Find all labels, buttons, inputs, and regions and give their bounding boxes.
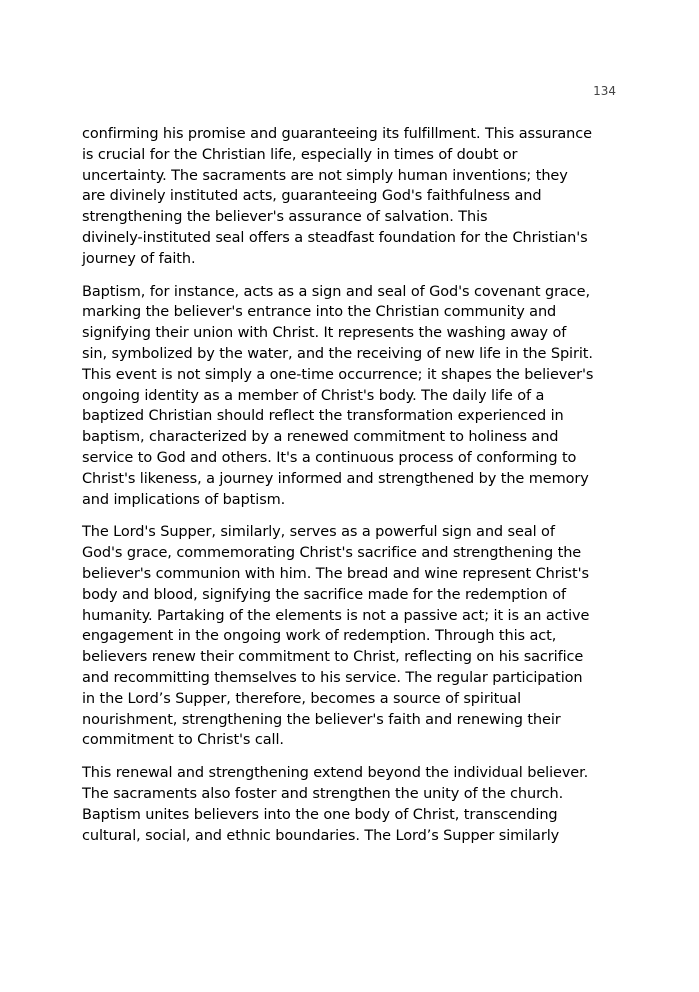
text-line: believers renew their commitment to Christ, reflecting on his sacrifice (82, 649, 584, 666)
text-line: service to God and others. It's a continuous process of conforming to (82, 449, 577, 466)
text-line: are divinely instituted acts, guaranteeing God's faithfulness and (82, 188, 542, 205)
text-line: Christ's likeness, a journey informed and strengthened by the memory (82, 470, 589, 487)
text-line: Baptism, for instance, acts as a sign and seal of God's covenant grace, (82, 283, 590, 300)
text-line: strengthening the believer's assurance of salvation. This (82, 209, 488, 226)
paragraph-2 (82, 282, 622, 511)
text-line: commitment to Christ's call. (82, 732, 284, 749)
text-line: believer's communion with him. The bread and wine represent Christ's (82, 565, 589, 582)
text-line: The Lord's Supper, similarly, serves as a powerful sign and seal of (82, 524, 555, 541)
body-text (82, 124, 622, 858)
text-line: in the Lord’s Supper, therefore, becomes a source of spiritual (82, 690, 522, 707)
page-number: 134 (593, 84, 616, 98)
text-line: Baptism unites believers into the one body of Christ, transcending (82, 806, 558, 823)
paragraph-3 (82, 522, 622, 751)
text-line: This event is not simply a one-time occurrence; it shapes the believer's (82, 366, 594, 383)
text-line: and recommitting themselves to his service. The regular participation (82, 669, 583, 686)
text-line: nourishment, strengthening the believer's faith and renewing their (82, 711, 561, 728)
text-line: sin, symbolized by the water, and the receiving of new life in the Spirit. (82, 345, 593, 362)
paragraph-1 (82, 124, 622, 270)
text-line: signifying their union with Christ. It represents the washing away of (82, 325, 567, 342)
text-line: God's grace, commemorating Christ's sacrifice and strengthening the (82, 545, 582, 562)
text-line: marking the believer's entrance into the Christian community and (82, 304, 557, 321)
text-line: The sacraments also foster and strengthen the unity of the church. (82, 785, 564, 802)
text-line: journey of faith. (82, 250, 196, 267)
paragraph-4 (82, 763, 622, 846)
text-line: body and blood, signifying the sacrifice made for the redemption of (82, 586, 567, 603)
text-line: baptized Christian should reflect the transformation experienced in (82, 408, 564, 425)
text-line: baptism, characterized by a renewed commitment to holiness and (82, 429, 559, 446)
text-line: divinely-instituted seal offers a steadfast foundation for the Christian's (82, 229, 588, 246)
text-line: confirming his promise and guaranteeing its fulfillment. This assurance (82, 126, 592, 142)
text-line: engagement in the ongoing work of redemption. Through this act, (82, 628, 557, 645)
text-line: and implications of baptism. (82, 491, 286, 508)
text-line: is crucial for the Christian life, especially in times of doubt or (82, 146, 518, 163)
text-line: cultural, social, and ethnic boundaries. The Lord’s Supper similarly (82, 827, 560, 844)
text-line: This renewal and strengthening extend beyond the individual believer. (82, 765, 589, 782)
text-line: ongoing identity as a member of Christ's body. The daily life of a (82, 387, 545, 404)
text-line: uncertainty. The sacraments are not simply human inventions; they (82, 167, 568, 184)
text-line: humanity. Partaking of the elements is not a passive act; it is an active (82, 607, 590, 624)
